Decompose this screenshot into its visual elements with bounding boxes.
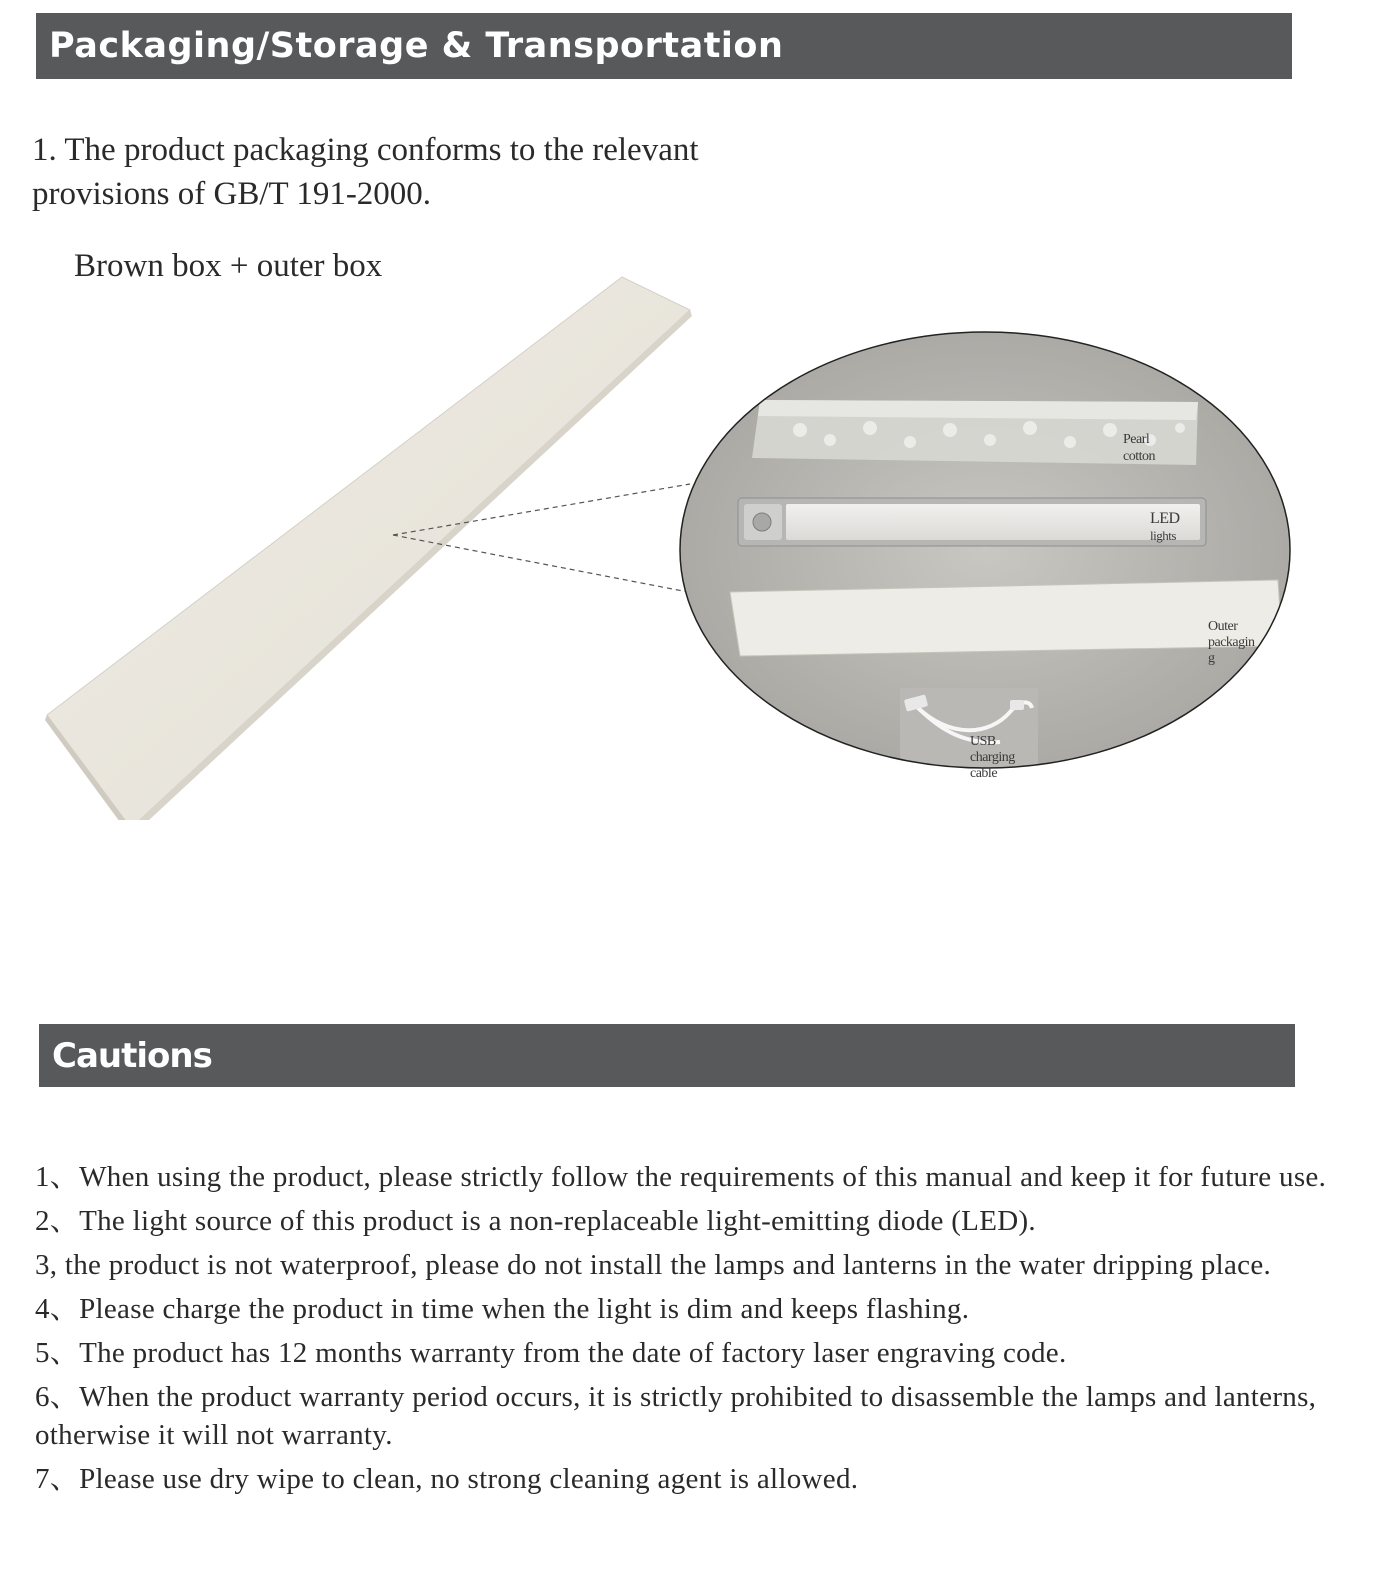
cautions-heading: Cautions	[52, 1035, 212, 1076]
packaging-illustration	[0, 260, 1376, 820]
packaging-section-header	[36, 13, 1292, 79]
intro-line-1: 1. The product packaging conforms to the relevant	[32, 132, 699, 168]
caution-item: 7、Please use dry wipe to clean, no strong cleaning agent is allowed.	[35, 1463, 859, 1495]
label-usb-cable: USB charging cable	[970, 734, 1015, 781]
caution-item: 6、When the product warranty period occurs, it is strictly prohibited to disassemble the lamps and lanterns, otherwise it will not warranty.	[35, 1381, 1317, 1451]
label-pearl-cotton: Pearl cotton	[1123, 432, 1155, 464]
outer-packaging-item	[730, 580, 1282, 656]
label-led-lights: LED lights	[1150, 510, 1180, 543]
caution-item: 1、When using the product, please strictly follow the requirements of this manual and keep it for future use.	[35, 1161, 1327, 1193]
led-light-bar-item	[738, 498, 1206, 546]
outer-box-illustration	[45, 277, 692, 820]
intro-line-2: provisions of GB/T 191-2000.	[32, 176, 432, 212]
caution-item: 5、The product has 12 months warranty from the date of factory laser engraving code.	[35, 1337, 1067, 1369]
packaging-intro	[32, 128, 699, 216]
caution-item: 3, the product is not waterproof, please do not install the lamps and lanterns in the water dripping place.	[35, 1249, 1272, 1281]
box-subcaption: Brown box + outer box	[74, 248, 383, 284]
caution-item: 2、The light source of this product is a non-replaceable light-emitting diode (LED).	[35, 1205, 1036, 1237]
cautions-section-header	[39, 1024, 1295, 1087]
packaging-heading: Packaging/Storage & Transportation	[49, 26, 784, 66]
caution-item: 4、Please charge the product in time when the light is dim and keeps flashing.	[35, 1293, 970, 1325]
label-outer-packaging: Outer packagin g	[1208, 619, 1255, 666]
cautions-list	[35, 1158, 1345, 1504]
contents-detail-oval	[680, 332, 1290, 768]
